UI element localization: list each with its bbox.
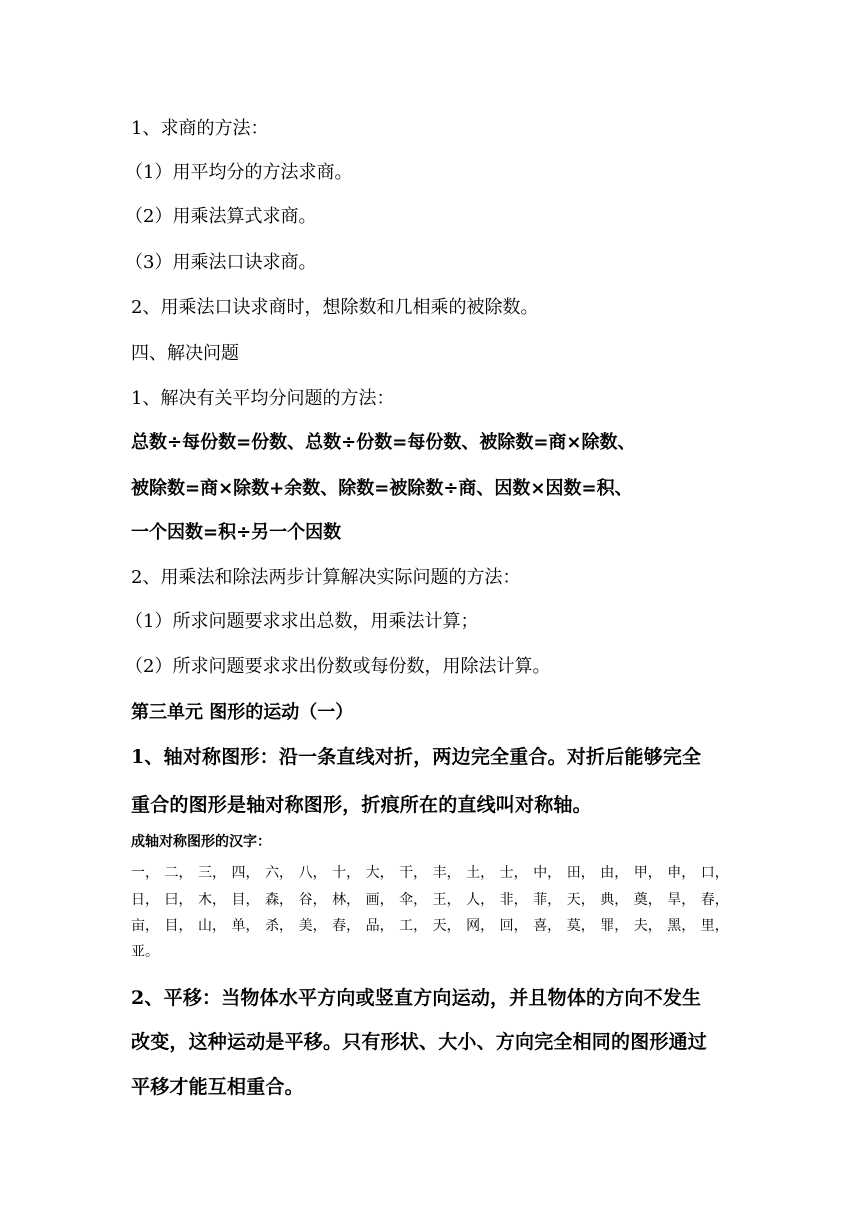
char-item: 菲， <box>533 892 562 908</box>
char-item: 回， <box>499 918 528 934</box>
char-item: 谷， <box>298 892 327 908</box>
char-item: 画， <box>365 892 394 908</box>
char-item: 奠， <box>633 892 662 908</box>
formula-line-1: 总数÷每份数=份数、总数÷份数=每份数、被除数=商×除数、 <box>131 432 636 453</box>
char-item: 二， <box>164 865 193 881</box>
char-item: 四， <box>231 865 260 881</box>
translation-line-3: 平移才能互相重合。 <box>131 1076 304 1098</box>
char-item: 单， <box>231 918 260 934</box>
method-item-1: （1）用平均分的方法求商。 <box>125 162 353 183</box>
axis-symmetry-line-1: 1、轴对称图形：沿一条直线对折，两边完全重合。对折后能够完全 <box>131 746 702 768</box>
char-item: 天， <box>432 918 461 934</box>
char-item: 土， <box>466 865 495 881</box>
method-item-2: （2）用乘法算式求商。 <box>125 206 317 227</box>
char-item: 大， <box>365 865 394 881</box>
two-step-item-2: （2）所求问题要求求出份数或每份数，用除法计算。 <box>125 656 551 677</box>
char-item: 品， <box>365 918 394 934</box>
char-item: 王， <box>432 892 461 908</box>
char-item: 森， <box>265 892 294 908</box>
char-item: 莫， <box>566 918 595 934</box>
char-item: 八， <box>298 865 327 881</box>
char-item: 三， <box>198 865 227 881</box>
translation-line-1: 2、平移：当物体水平方向或竖直方向运动，并且物体的方向不发生 <box>131 987 702 1009</box>
symmetric-chars-row-2 <box>131 893 729 907</box>
char-item: 里， <box>700 918 729 934</box>
symmetric-chars-heading: 成轴对称图形的汉字： <box>131 834 271 850</box>
char-item: 曰， <box>164 892 193 908</box>
char-item: 黑， <box>667 918 696 934</box>
part-4-heading: 四、解决问题 <box>131 343 239 364</box>
axis-symmetry-line-2: 重合的图形是轴对称图形，折痕所在的直线叫对称轴。 <box>131 794 592 816</box>
char-item: 典， <box>600 892 629 908</box>
char-item: 由， <box>600 865 629 881</box>
char-item: 喜， <box>533 918 562 934</box>
char-item: 春， <box>332 918 361 934</box>
char-item: 春， <box>700 892 729 908</box>
char-item: 一， <box>131 865 159 881</box>
char-item: 美， <box>298 918 327 934</box>
method-item-3: （3）用乘法口诀求商。 <box>125 252 317 273</box>
formula-line-2: 被除数=商×除数+余数、除数=被除数÷商、因数×因数=积、 <box>131 478 633 499</box>
char-item: 木， <box>198 892 227 908</box>
translation-line-2: 改变，这种运动是平移。只有形状、大小、方向完全相同的图形通过 <box>131 1031 708 1053</box>
section-1-heading: 1、求商的方法： <box>131 118 269 139</box>
char-item: 田， <box>566 865 595 881</box>
unit-3-heading: 第三单元 图形的运动（一） <box>131 702 354 723</box>
char-item: 士， <box>499 865 528 881</box>
problem-method-heading: 1、解决有关平均分问题的方法： <box>131 388 395 409</box>
char-item: 申， <box>667 865 696 881</box>
char-item: 林， <box>332 892 361 908</box>
char-item: 罪， <box>600 918 629 934</box>
char-item: 工， <box>399 918 428 934</box>
char-item: 六， <box>265 865 294 881</box>
char-item: 干， <box>399 865 428 881</box>
section-2-text: 2、用乘法口诀求商时，想除数和几相乘的被除数。 <box>131 297 539 318</box>
char-item: 目， <box>231 892 260 908</box>
char-item: 天， <box>566 892 595 908</box>
char-item: 口， <box>700 865 729 881</box>
char-item: 伞， <box>399 892 428 908</box>
char-item: 十， <box>332 865 361 881</box>
formula-line-3: 一个因数=积÷另一个因数 <box>131 522 342 543</box>
symmetric-chars-row-4: 亚。 <box>131 944 159 960</box>
char-item: 人， <box>466 892 495 908</box>
char-item: 目， <box>164 918 193 934</box>
char-item: 非， <box>499 892 528 908</box>
char-item: 杀， <box>265 918 294 934</box>
char-item: 山， <box>198 918 227 934</box>
char-item: 甲， <box>633 865 662 881</box>
two-step-heading: 2、用乘法和除法两步计算解决实际问题的方法： <box>131 567 521 588</box>
char-item: 亩， <box>131 918 159 934</box>
symmetric-chars-row-1 <box>131 866 729 880</box>
char-item: 夫， <box>633 918 662 934</box>
symmetric-chars-row-3 <box>131 919 729 933</box>
char-item: 中， <box>533 865 562 881</box>
two-step-item-1: （1）所求问题要求求出总数，用乘法计算； <box>125 611 479 632</box>
char-item: 旱， <box>667 892 696 908</box>
char-item: 丰， <box>432 865 461 881</box>
char-item: 网， <box>466 918 495 934</box>
char-item: 日， <box>131 892 159 908</box>
